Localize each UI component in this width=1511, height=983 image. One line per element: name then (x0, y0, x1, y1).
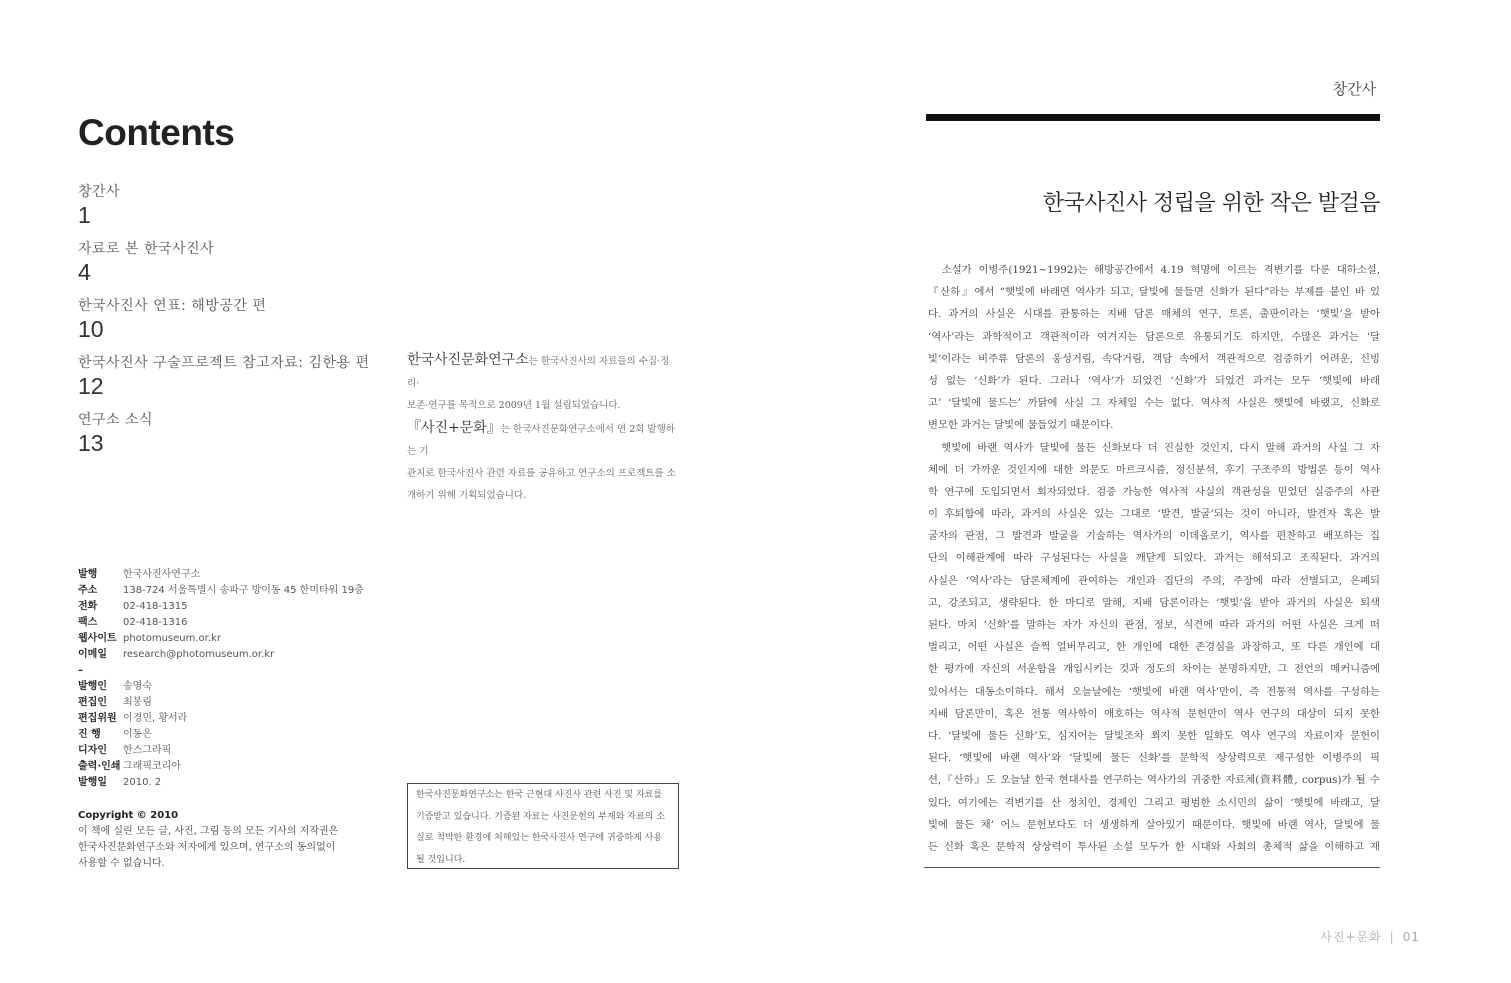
copyright-title: Copyright © 2010 (78, 810, 179, 821)
colophon-key: 발행 (78, 569, 98, 580)
institute-intro (407, 349, 677, 507)
colophon-row (78, 727, 378, 743)
colophon-row (78, 599, 378, 615)
copyright-line: 한국사진문화연구소와 저자에게 있으며, 연구소의 동의없이 (78, 842, 336, 853)
colophon-row (78, 631, 378, 647)
article-line: 이 후퇴함에 따라, 과거의 사실은 있는 그대로 ‘발견, 발굴’되는 것이 아니라, 발견자 혹은 발 (928, 508, 1380, 521)
colophon-value: 한스그라픽 (123, 745, 172, 756)
colophon-value: 2010. 2 (123, 777, 162, 788)
colophon (78, 567, 378, 791)
magazine-footer-title: 사진+문화 (1320, 930, 1382, 944)
note-line: 한국사진문화연구소는 한국 근현대 사진사 관련 사진 및 자료를 (416, 790, 663, 800)
header-rule (926, 114, 1380, 121)
article-line: 햇빛에 바랜 역사가 달빛에 물든 신화보다 더 진실한 것인지, 다시 말해 과거의 사실 그 자 (928, 441, 1380, 454)
copyright-notice (78, 808, 378, 872)
footer-separator: | (1389, 930, 1395, 944)
colophon-key: 팩스 (78, 617, 98, 628)
colophon-row (78, 759, 378, 775)
section-label: 창간사 (1332, 80, 1376, 98)
toc-item[interactable] (78, 411, 378, 468)
note-line: 기증받고 있습니다. 기증된 자료는 사진문헌의 부재와 자료의 소 (416, 811, 665, 822)
toc-item-page: 4 (78, 259, 91, 285)
table-of-contents (78, 183, 378, 468)
toc-item-label: 연구소 소식 (78, 412, 154, 428)
colophon-row (78, 695, 378, 711)
email-link[interactable]: research@photomuseum.or.kr (123, 649, 275, 660)
colophon-value: 송영숙 (123, 681, 152, 692)
intro-text: 는 한국사진문화연구소에서 연 2회 발행하는 기 (407, 424, 675, 457)
colophon-value: 02-418-1316 (123, 617, 188, 628)
colophon-row (78, 615, 378, 631)
institute-name: 한국사진문화연구소 (407, 352, 529, 368)
colophon-value: 한국사진사연구소 (123, 569, 201, 580)
article-line: 벌리고, 어떤 사실은 슬쩍 얼버무리고, 한 개인에 대한 존경심을 과장하고, 또 다른 개인에 대 (928, 641, 1380, 654)
colophon-row (78, 711, 378, 727)
article-line: 있다. 여기에는 격변기를 산 정치인, 경제인 그리고 평범한 소시민의 삶이 ‘햇빛에 바래고, 달 (928, 796, 1380, 809)
colophon-row (78, 743, 378, 759)
colophon-key: 전화 (78, 601, 98, 612)
copyright-line: 사용할 수 없습니다. (78, 858, 165, 869)
page-footer (1300, 928, 1420, 945)
toc-item-page: 1 (78, 202, 91, 228)
toc-item-page: 12 (78, 373, 104, 399)
article-title: 한국사진사 정립을 위한 작은 발걸음 (1042, 191, 1380, 216)
toc-item-page: 13 (78, 430, 104, 456)
donation-note-box (407, 783, 679, 869)
article-line: 성 없는 ‘신화’가 된다. 그러나 ‘역사’가 되었건 ‘신화’가 되었건 과거는 모두 ‘햇빛에 바래 (928, 374, 1380, 387)
colophon-key: 주소 (78, 585, 98, 596)
article-line: 『산하』에서 “햇빛에 바래면 역사가 되고, 달빛에 물들면 신화가 된다”라는 부제를 붙인 바 있 (928, 286, 1380, 299)
colophon-key: 이메일 (78, 649, 107, 660)
colophon-value: 02-418-1315 (123, 601, 188, 612)
colophon-value: 최봉림 (123, 697, 152, 708)
article-line: 든 신화 혹은 문학적 상상력이 투사된 소설 모두가 한 시대와 사회의 총체적 삶을 이해하고 재 (928, 840, 1380, 853)
colophon-key: 진 행 (78, 729, 101, 740)
website-link[interactable]: photomuseum.or.kr (123, 633, 221, 644)
article-body (928, 259, 1380, 858)
colophon-value: 138-724 서울특별시 송파구 방이동 45 한미타워 19층 (123, 585, 364, 596)
article-line: 있어서는 대동소이하다. 해서 오늘날에는 ‘햇빛에 바랜 역사’만이, 즉 전통적 역사를 구성하는 (928, 685, 1380, 698)
article-line: 변모한 과거는 달빛에 물들었기 때문이다. (928, 419, 1114, 432)
colophon-key: 편집인 (78, 697, 107, 708)
article-line: 된다. 마치 ‘신화’를 말하는 자가 자신의 관점, 정보, 식견에 따라 과거의 어떤 사실은 크게 떠 (928, 619, 1380, 631)
article-line: 사실은 ‘역사’라는 담론체계에 관여하는 개인과 집단의 주의, 주장에 따라 선별되고, 은폐되 (928, 574, 1380, 587)
colophon-value: 이경민, 황서라 (123, 713, 188, 724)
toc-item[interactable] (78, 354, 378, 411)
colophon-key: 발행일 (78, 777, 107, 788)
article-line: 된다. ‘햇빛에 바랜 역사’와 ‘달빛에 물든 신화’를 문학적 상상력으로 재구성한 이병주의 픽 (928, 752, 1380, 765)
colophon-row (78, 567, 378, 583)
intro-text: 는 한국사진사의 자료들의 수집·정리· (407, 356, 670, 389)
article-line: 소설가 이병주(1921~1992)는 해방공간에서 4.19 혁명에 이르는 격변기를 다룬 대하소설, (928, 264, 1380, 276)
colophon-value: 이동은 (123, 729, 152, 740)
note-line: 실로 척박한 환경에 처해있는 한국사진사 연구에 귀중하게 사용 (416, 833, 663, 843)
colophon-value: 그래픽코리아 (123, 761, 181, 772)
toc-item[interactable] (78, 297, 378, 354)
intro-text: 보존·연구를 목적으로 2009년 1월 설립되었습니다. (407, 400, 621, 411)
colophon-key: 발행인 (78, 681, 107, 692)
article-line: 고, 강조되고, 생략된다. 한 마디로 말해, 지배 담론이라는 ‘햇빛’을 받아 과거의 사실은 퇴색 (928, 596, 1380, 609)
note-line: 될 것입니다. (416, 854, 466, 865)
colophon-row (78, 775, 378, 791)
article-line: 션,『산하』도 오늘날 한국 현대사를 연구하는 역사가의 귀중한 자료체(資料體, corpus)가 될 수 (928, 774, 1380, 787)
colophon-row (78, 679, 378, 695)
article-line: 한 평가에 자신의 서운함을 개입시키는 것과 정도의 차이는 분명하지만, 그 전언의 메커니즘에 (928, 663, 1380, 676)
article-line: 지배 담론만이, 혹은 전통 역사학이 애호하는 역사적 문헌만이 역사 연구의 대상이 되지 못한 (928, 707, 1380, 720)
toc-item[interactable] (78, 240, 378, 297)
toc-item[interactable] (78, 183, 378, 240)
article-line: 다. 과거의 사실은 시대를 관통하는 지배 담론 매체의 연구, 토론, 출판이라는 ‘햇빛’을 받아 (928, 308, 1380, 321)
colophon-row (78, 583, 378, 599)
magazine-name: 『사진+문화』 (407, 420, 501, 436)
colophon-key: 편집위원 (78, 713, 117, 724)
toc-item-label: 창간사 (78, 184, 121, 200)
article-line: 체에 더 가까운 것인지에 대한 의문도 마르크시즘, 정신분석, 후기 구조주의 방법론 등이 역사 (928, 463, 1380, 476)
article-line: 빛’이라는 비주류 담론의 웅성거림, 속닥거림, 객담 속에서 객관적으로 검증하기 어려운, 신빙 (928, 352, 1380, 365)
article-line: 고’ ‘달빛에 물드는’ 까닭에 사실 그 자체일 수는 없다. 역사적 사실은 햇빛에 바랬고, 신화로 (928, 397, 1380, 410)
footer-rule (924, 867, 1380, 868)
article-line: ‘역사’라는 과학적이고 객관적이라 여겨지는 담론으로 유통되기도 하지만, 수많은 과거는 ‘달 (928, 330, 1380, 343)
colophon-row (78, 647, 378, 663)
toc-item-label: 한국사진사 연표: 해방공간 편 (78, 298, 267, 314)
colophon-key: 디자인 (78, 745, 107, 756)
toc-item-label: 자료로 본 한국사진사 (78, 241, 215, 257)
colophon-key: 출력·인쇄 (78, 761, 121, 772)
toc-item-page: 10 (78, 316, 104, 342)
intro-text: 관지로 한국사진사 관련 자료를 공유하고 연구소의 프로젝트를 소 (407, 468, 676, 479)
contents-title: Contents (78, 112, 235, 153)
article-line: 학 연구에 도입되면서 회자되었다. 검증 가능한 역사적 사실의 객관성을 믿었던 실증주의 사관 (928, 485, 1380, 498)
colophon-divider: – (78, 665, 83, 676)
colophon-key: 웹사이트 (78, 633, 117, 644)
article-line: 단의 이해관계에 따라 구성된다는 사실을 깨닫게 되었다. 과거는 해석되고 조직된다. 과거의 (928, 552, 1380, 565)
toc-item-label: 한국사진사 구술프로젝트 참고자료: 김한용 편 (78, 355, 370, 371)
article-line: 다. ‘달빛에 물든 신화’도, 심지어는 달빛조차 쬐지 못한 일화도 역사 연구의 자료이자 문헌이 (928, 729, 1380, 742)
page-number: 01 (1402, 930, 1420, 944)
intro-text: 개하기 위해 기획되었습니다. (407, 490, 527, 501)
article-line: 굴자의 관점, 그 발견과 발굴을 기술하는 역사가의 이데올로기, 역사를 편찬하고 배포하는 집 (928, 530, 1380, 543)
copyright-line: 이 책에 실린 모든 글, 사진, 그림 등의 모든 기사의 저작권은 (78, 826, 339, 837)
article-line: 빛에 물든 채’ 어느 문헌보다도 더 생생하게 살아있기 때문이다. 햇빛에 바랜 역사, 달빛에 물 (928, 818, 1380, 831)
